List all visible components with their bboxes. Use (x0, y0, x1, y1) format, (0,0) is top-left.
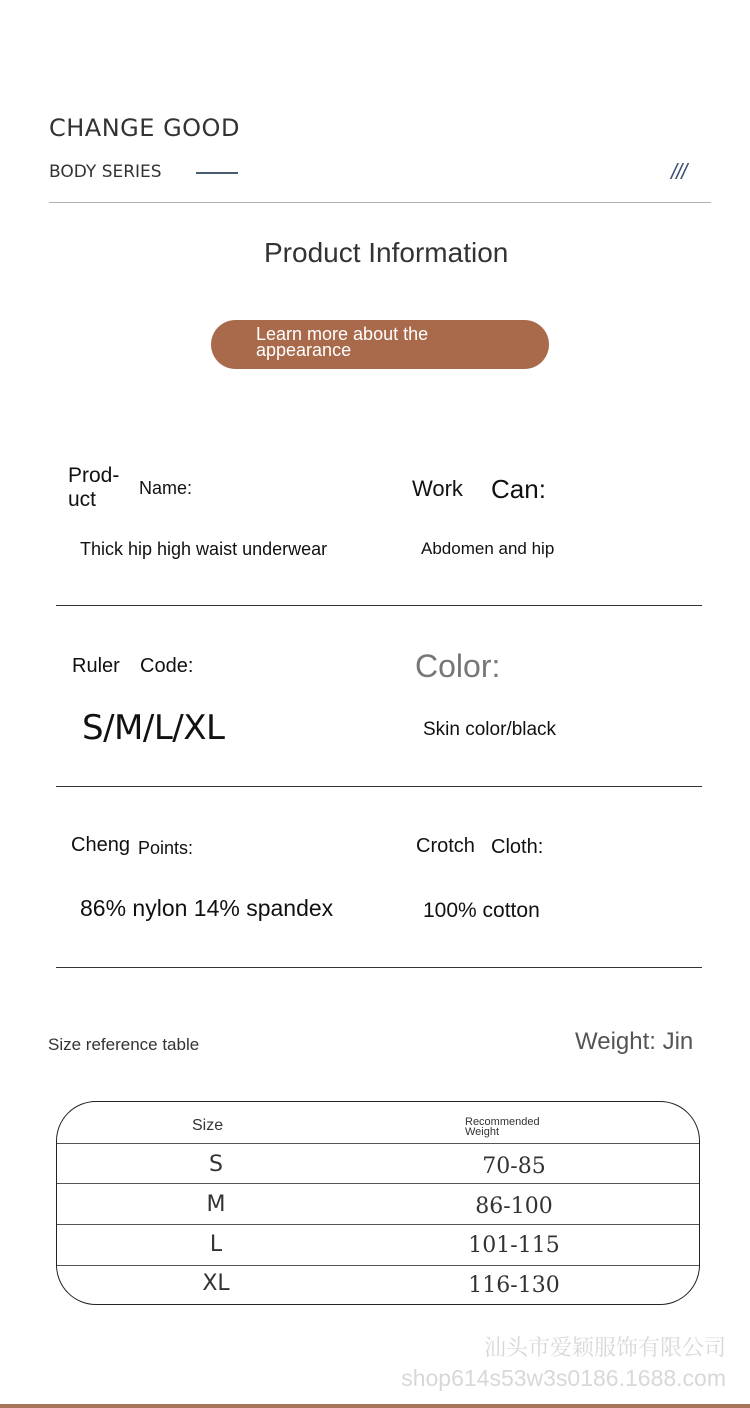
bottom-accent-bar (0, 1404, 750, 1408)
table-row-divider (57, 1143, 699, 1144)
size-label-b: Code: (140, 655, 194, 677)
learn-more-label: Learn more about the appearance (256, 324, 429, 360)
table-cell-weight: 86-100 (475, 1194, 553, 1219)
series-subtitle: BODY SERIES (49, 162, 162, 182)
work-value: Abdomen and hip (421, 539, 555, 558)
color-value: Skin color/black (423, 719, 557, 740)
header-divider (49, 202, 711, 203)
info-divider-3 (56, 967, 702, 968)
table-header-weight: Recommended Weight (465, 1116, 540, 1138)
size-table (56, 1101, 700, 1305)
table-row-divider (57, 1224, 699, 1225)
watermark-company: 汕头市爱颖服饰有限公司 (483, 1335, 726, 1360)
info-divider-2 (56, 786, 702, 787)
series-dash-divider (196, 172, 238, 174)
brand-title: CHANGE GOOD (49, 114, 240, 142)
info-divider-1 (56, 605, 702, 606)
table-cell-weight: 70-85 (482, 1154, 546, 1179)
table-cell-weight: 101-115 (468, 1233, 560, 1258)
learn-more-button[interactable] (211, 320, 549, 369)
table-cell-weight: 116-130 (468, 1273, 560, 1298)
work-label-a: Work (412, 476, 463, 501)
table-cell-size: S (209, 1152, 223, 1177)
table-cell-size: L (209, 1232, 223, 1257)
slash-decoration: /// (671, 159, 687, 184)
product-name-value: Thick hip high waist underwear (80, 539, 328, 559)
material-label-a: Cheng (71, 834, 130, 856)
watermark-shop-url: shop614s53w3s0186.1688.com (401, 1365, 726, 1391)
color-label: Color: (415, 648, 501, 684)
crotch-value: 100% cotton (423, 899, 540, 922)
product-name-label-b: Name: (139, 478, 193, 498)
section-title: Product Information (264, 237, 509, 268)
table-cell-size: M (206, 1192, 226, 1217)
table-cell-size: XL (202, 1271, 230, 1296)
table-row-divider (57, 1183, 699, 1184)
size-label-a: Ruler (72, 655, 120, 677)
work-label-b: Can: (491, 474, 546, 504)
size-value: S/M/L/XL (82, 708, 225, 748)
material-label-b: Points: (138, 838, 194, 858)
material-value: 86% nylon 14% spandex (80, 895, 334, 921)
product-name-label-a: Prod-uct (68, 464, 120, 511)
crotch-label-b: Cloth: (491, 836, 544, 858)
table-row-divider (57, 1265, 699, 1266)
crotch-label-a: Crotch (416, 835, 475, 857)
table-header-size: Size (192, 1117, 224, 1134)
size-table-caption: Size reference table (48, 1035, 200, 1054)
weight-unit-label: Weight: Jin (575, 1028, 694, 1055)
